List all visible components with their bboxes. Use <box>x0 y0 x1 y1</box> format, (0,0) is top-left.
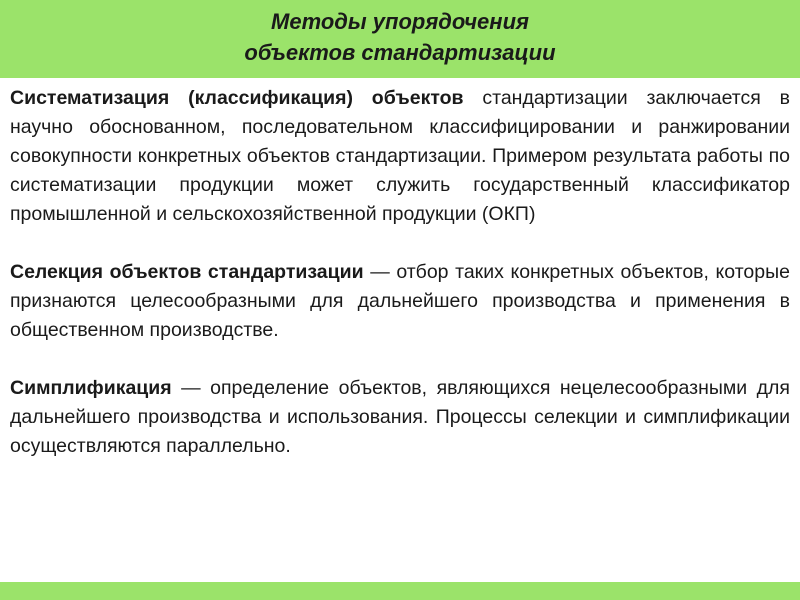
page-title <box>0 6 800 68</box>
definition-simplification: — определение объектов, являющихся нецелесообразными для дальнейшего производства и использования. Процессы селекции и симплификации осуществляются параллельно. <box>10 377 790 457</box>
paragraph-simplification <box>10 374 790 461</box>
definition-selection: — отбор таких конкретных объектов, которые признаются целесообразными для дальнейшего производства и применения в общественном производстве. <box>10 261 790 341</box>
term-simplification: Симплификация <box>10 377 172 399</box>
title-line-2: объектов стандартизации <box>244 40 556 65</box>
term-systematization: Систематизация (классификация) объектов <box>10 87 464 109</box>
paragraph-systematization <box>10 84 790 229</box>
title-line-1: Методы упорядочения <box>271 9 529 34</box>
paragraph-selection <box>10 258 790 345</box>
footer-banner <box>0 582 800 600</box>
term-selection: Селекция объектов стандартизации <box>10 261 364 283</box>
slide-body <box>10 84 790 490</box>
definition-systematization: стандартизации заключается в научно обоснованном, последовательном классифицировании и ранжировании совокупности конкретных объектов стандартизации. Примером результата работы по систематизации продукции может служить государственный классификатор промышленной и сельскохозяйственной продукции (ОКП) <box>10 87 791 225</box>
